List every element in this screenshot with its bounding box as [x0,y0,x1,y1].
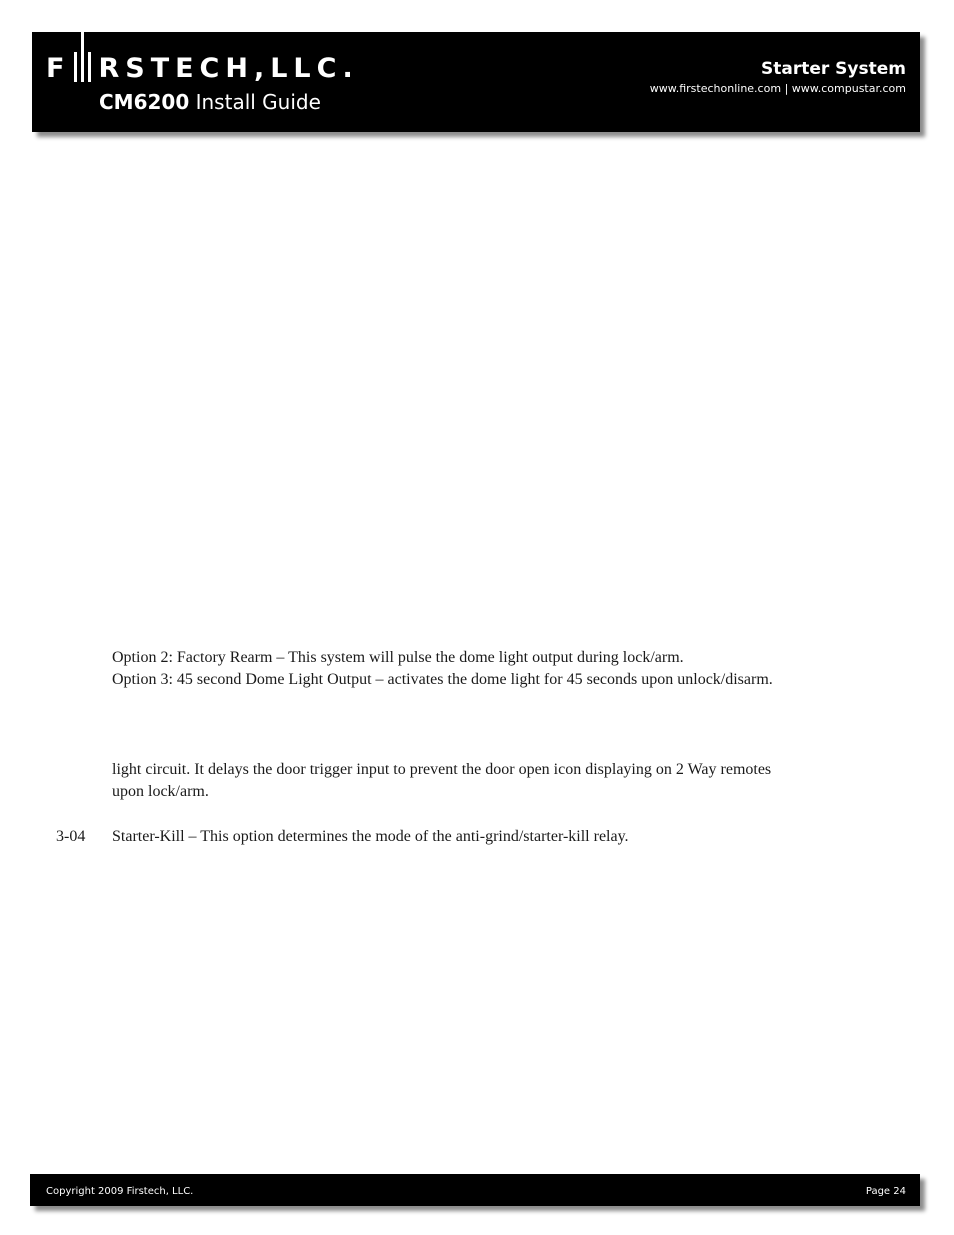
page-number: Page 24 [865,1186,906,1197]
item-number: 3-04 [56,828,86,845]
model-name: CM6200 [99,90,190,114]
page-header [32,32,920,132]
url-separator: | [784,82,789,95]
paragraph-line: upon lock/arm. [112,783,209,800]
paragraph-line: light circuit. It delays the door trigger input to prevent the door open icon displaying on 2 Way remotes [112,761,772,778]
copyright-text: Copyright 2009 Firstech, LLC. [46,1186,194,1197]
system-title: Starter System [761,59,906,79]
page-footer [30,1174,920,1206]
guide-label: Install Guide [195,90,321,114]
website-links [650,82,906,95]
option-2-text: Option 2: Factory Rearm – This system will pulse the dome light output during lock/arm. [112,649,684,666]
website-link-firstech: www.firstechonline.com [649,82,782,95]
logo-letter-f: F [46,52,71,84]
guide-title [99,90,321,114]
logo-text: RSTECH,LLC. [98,52,359,84]
website-link-compustar: www.compustar.com [791,82,906,95]
item-text: Starter-Kill – This option determines the mode of the anti-grind/starter-kill relay. [112,828,629,845]
option-3-text: Option 3: 45 second Dome Light Output – activates the dome light for 45 seconds upon unlock/disarm. [112,671,773,688]
logo-bars-icon [72,40,94,96]
firstech-logo [46,40,359,96]
